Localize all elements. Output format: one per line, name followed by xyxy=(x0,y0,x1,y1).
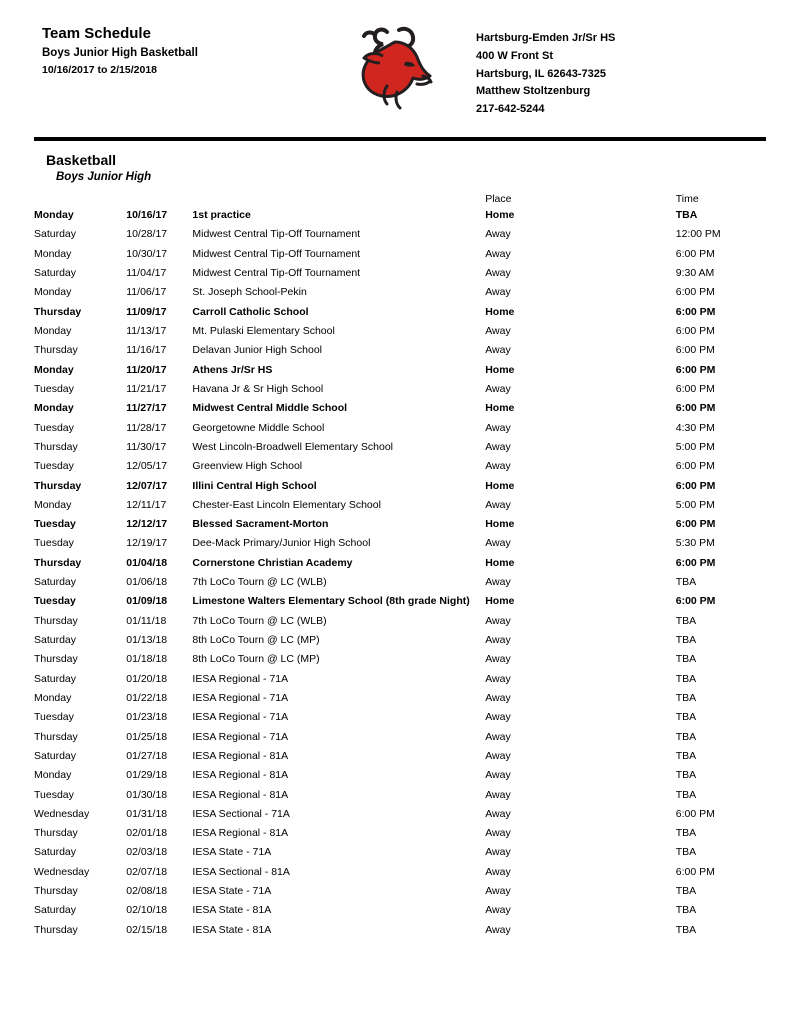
table-row xyxy=(34,573,766,592)
cell-date: 12/19/17 xyxy=(126,537,168,550)
cell-place: Away xyxy=(485,923,511,936)
table-row xyxy=(34,592,766,611)
cell-opponent: IESA Regional - 71A xyxy=(192,672,289,685)
cell-opponent: Illini Central High School xyxy=(192,479,317,492)
cell-time: 6:00 PM xyxy=(675,556,716,569)
cell-day: Saturday xyxy=(34,576,77,589)
cell-day: Tuesday xyxy=(34,788,74,801)
cell-place: Home xyxy=(485,518,515,531)
cell-day: Thursday xyxy=(34,305,82,318)
cell-opponent: IESA Regional - 71A xyxy=(192,730,289,743)
cell-date: 01/09/18 xyxy=(126,595,168,608)
cell-date: 12/07/17 xyxy=(126,479,168,492)
cell-opponent: 8th LoCo Tourn @ LC (MP) xyxy=(192,653,320,666)
cell-date: 11/09/17 xyxy=(126,305,167,318)
cell-time: TBA xyxy=(675,885,697,898)
cell-time: TBA xyxy=(675,769,697,782)
cell-day: Thursday xyxy=(34,885,78,898)
schedule-table-body xyxy=(34,206,766,940)
cell-day: Thursday xyxy=(34,614,78,627)
cell-time: 12:00 PM xyxy=(675,228,721,241)
header-left-block xyxy=(34,24,314,79)
cell-day: Monday xyxy=(34,209,74,222)
cell-opponent: IESA State - 81A xyxy=(192,904,272,917)
cell-time: TBA xyxy=(675,691,697,704)
cell-date: 02/15/18 xyxy=(126,923,168,936)
cell-opponent: Carroll Catholic School xyxy=(192,305,309,318)
cell-day: Thursday xyxy=(34,730,78,743)
cell-time: 6:00 PM xyxy=(675,865,715,878)
cell-day: Tuesday xyxy=(34,518,76,531)
table-row xyxy=(34,361,766,380)
cell-day: Thursday xyxy=(34,440,78,453)
table-row xyxy=(34,785,766,804)
table-row xyxy=(34,824,766,843)
cell-opponent: Athens Jr/Sr HS xyxy=(192,363,273,376)
cell-day: Tuesday xyxy=(34,595,76,608)
cell-time: 6:00 PM xyxy=(675,325,715,338)
cell-opponent: Cornerstone Christian Academy xyxy=(192,556,353,569)
cell-time: TBA xyxy=(675,846,697,859)
table-row xyxy=(34,419,766,438)
cell-place: Away xyxy=(485,730,511,743)
cell-opponent: Delavan Junior High School xyxy=(192,344,322,357)
table-row xyxy=(34,283,766,302)
cell-day: Saturday xyxy=(34,228,77,241)
cell-opponent: Georgetowne Middle School xyxy=(192,421,325,434)
cell-time: 6:00 PM xyxy=(675,344,715,357)
cell-day: Saturday xyxy=(34,267,77,280)
cell-date: 11/16/17 xyxy=(126,344,167,357)
cell-date: 02/03/18 xyxy=(126,846,168,859)
cell-day: Monday xyxy=(34,402,74,415)
cell-place: Away xyxy=(485,711,511,724)
cell-date: 11/20/17 xyxy=(126,363,167,376)
table-row xyxy=(34,341,766,360)
cell-time: 6:00 PM xyxy=(675,363,716,376)
cell-opponent: Blessed Sacrament-Morton xyxy=(192,518,329,531)
table-row xyxy=(34,496,766,515)
cell-place: Away xyxy=(485,672,511,685)
cell-time: TBA xyxy=(675,788,697,801)
cell-day: Wednesday xyxy=(34,807,90,820)
cell-place: Away xyxy=(485,440,511,453)
column-header-place: Place xyxy=(485,193,512,206)
table-row xyxy=(34,921,766,940)
cell-time: TBA xyxy=(675,749,697,762)
cell-time: 6:00 PM xyxy=(675,479,716,492)
cell-opponent: IESA State - 71A xyxy=(192,885,272,898)
cell-time: 5:30 PM xyxy=(675,537,715,550)
cell-opponent: Midwest Central Middle School xyxy=(192,402,348,415)
cell-day: Thursday xyxy=(34,479,82,492)
cell-place: Away xyxy=(485,634,511,647)
cell-time: 9:30 AM xyxy=(675,267,715,280)
cell-time: TBA xyxy=(675,209,698,222)
column-header-time: Time xyxy=(675,193,699,206)
cell-day: Saturday xyxy=(34,672,77,685)
table-row xyxy=(34,901,766,920)
cell-place: Home xyxy=(485,595,515,608)
cell-date: 10/16/17 xyxy=(126,209,168,222)
cell-place: Away xyxy=(485,788,511,801)
cell-day: Thursday xyxy=(34,923,78,936)
cell-opponent: 1st practice xyxy=(192,209,251,222)
cell-day: Tuesday xyxy=(34,711,74,724)
cell-date: 11/28/17 xyxy=(126,421,167,434)
cell-place: Away xyxy=(485,537,511,550)
cell-opponent: IESA Regional - 81A xyxy=(192,788,289,801)
cell-opponent: Chester-East Lincoln Elementary School xyxy=(192,498,381,511)
cell-place: Away xyxy=(485,691,511,704)
cell-date: 01/20/18 xyxy=(126,672,168,685)
cell-opponent: Havana Jr & Sr High School xyxy=(192,382,324,395)
table-row xyxy=(34,689,766,708)
table-row xyxy=(34,708,766,727)
cell-time: 4:30 PM xyxy=(675,421,715,434)
cell-date: 01/30/18 xyxy=(126,788,168,801)
cell-time: TBA xyxy=(675,923,697,936)
cell-day: Monday xyxy=(34,286,72,299)
page-subtitle: Boys Junior High Basketball xyxy=(42,47,198,60)
cell-day: Monday xyxy=(34,363,74,376)
cell-place: Away xyxy=(485,498,511,511)
table-row xyxy=(34,206,766,225)
table-row xyxy=(34,264,766,283)
cell-place: Away xyxy=(485,286,511,299)
cell-time: 5:00 PM xyxy=(675,498,715,511)
cell-time: 6:00 PM xyxy=(675,402,716,415)
cell-place: Away xyxy=(485,885,511,898)
cell-place: Away xyxy=(485,344,511,357)
column-header-opponent xyxy=(192,193,485,206)
cell-place: Away xyxy=(485,325,511,338)
cell-day: Thursday xyxy=(34,556,82,569)
cell-place: Away xyxy=(485,807,511,820)
table-row xyxy=(34,631,766,650)
cell-place: Away xyxy=(485,827,511,840)
cell-place: Home xyxy=(485,209,515,222)
cell-place: Away xyxy=(485,460,511,473)
cell-date: 01/11/18 xyxy=(126,614,167,627)
cell-place: Away xyxy=(485,769,511,782)
cell-opponent: IESA Regional - 81A xyxy=(192,769,289,782)
table-row xyxy=(34,380,766,399)
table-row xyxy=(34,303,766,322)
cell-date: 11/21/17 xyxy=(126,382,167,395)
table-row xyxy=(34,515,766,534)
table-row xyxy=(34,728,766,747)
cell-date: 11/13/17 xyxy=(126,325,167,338)
cell-date: 01/22/18 xyxy=(126,691,168,704)
cell-day: Tuesday xyxy=(34,460,74,473)
cell-time: 6:00 PM xyxy=(675,247,715,260)
cell-time: 6:00 PM xyxy=(675,305,716,318)
cell-date: 01/27/18 xyxy=(126,749,168,762)
cell-place: Away xyxy=(485,653,511,666)
cell-time: TBA xyxy=(675,904,697,917)
cell-place: Away xyxy=(485,614,511,627)
table-row xyxy=(34,438,766,457)
cell-time: TBA xyxy=(675,827,697,840)
cell-time: 6:00 PM xyxy=(675,807,715,820)
table-row xyxy=(34,245,766,264)
school-info-block xyxy=(476,24,766,119)
table-row xyxy=(34,534,766,553)
cell-time: 6:00 PM xyxy=(675,382,715,395)
table-row xyxy=(34,476,766,495)
cell-opponent: 7th LoCo Tourn @ LC (WLB) xyxy=(192,576,327,589)
table-row xyxy=(34,805,766,824)
cell-date: 12/11/17 xyxy=(126,498,167,511)
sport-title: Basketball xyxy=(46,152,117,169)
cell-date: 01/29/18 xyxy=(126,769,168,782)
cell-place: Away xyxy=(485,247,511,260)
cell-time: 6:00 PM xyxy=(675,595,716,608)
table-header-row xyxy=(34,193,766,206)
cell-place: Away xyxy=(485,576,511,589)
school-city-state-zip: Hartsburg, IL 62643-7325 xyxy=(476,67,607,80)
cell-time: TBA xyxy=(675,711,697,724)
cell-opponent: IESA Regional - 71A xyxy=(192,691,289,704)
cell-date: 01/31/18 xyxy=(126,807,168,820)
table-row xyxy=(34,322,766,341)
cell-place: Away xyxy=(485,382,511,395)
table-row xyxy=(34,554,766,573)
table-row xyxy=(34,766,766,785)
table-row xyxy=(34,650,766,669)
cell-opponent: Mt. Pulaski Elementary School xyxy=(192,325,335,338)
cell-opponent: Greenview High School xyxy=(192,460,303,473)
cell-day: Tuesday xyxy=(34,537,74,550)
cell-place: Away xyxy=(485,228,511,241)
cell-time: TBA xyxy=(675,653,697,666)
cell-date: 11/30/17 xyxy=(126,440,167,453)
cell-time: 6:00 PM xyxy=(675,518,716,531)
cell-date: 01/04/18 xyxy=(126,556,168,569)
cell-time: 6:00 PM xyxy=(675,286,715,299)
cell-opponent: 7th LoCo Tourn @ LC (WLB) xyxy=(192,614,327,627)
table-row xyxy=(34,225,766,244)
cell-day: Thursday xyxy=(34,344,78,357)
cell-day: Saturday xyxy=(34,749,77,762)
table-row xyxy=(34,863,766,882)
cell-day: Saturday xyxy=(34,846,77,859)
cell-date: 10/30/17 xyxy=(126,247,168,260)
schedule-date-range: 10/16/2017 to 2/15/2018 xyxy=(42,64,158,77)
cell-place: Away xyxy=(485,846,511,859)
cell-place: Away xyxy=(485,865,511,878)
table-row xyxy=(34,747,766,766)
table-row xyxy=(34,457,766,476)
school-address: 400 W Front St xyxy=(476,49,554,62)
document-header xyxy=(34,18,766,119)
cell-time: TBA xyxy=(675,672,697,685)
cell-time: 5:00 PM xyxy=(675,440,715,453)
table-row xyxy=(34,882,766,901)
cell-place: Home xyxy=(485,402,515,415)
cell-opponent: Midwest Central Tip-Off Tournament xyxy=(192,247,361,260)
cell-opponent: Midwest Central Tip-Off Tournament xyxy=(192,228,361,241)
cell-place: Home xyxy=(485,556,515,569)
school-contact: Matthew Stoltzenburg xyxy=(476,85,591,98)
cell-date: 11/27/17 xyxy=(126,402,167,415)
cell-opponent: Dee-Mack Primary/Junior High School xyxy=(192,537,371,550)
cell-opponent: Midwest Central Tip-Off Tournament xyxy=(192,267,361,280)
cell-date: 01/23/18 xyxy=(126,711,168,724)
cell-day: Wednesday xyxy=(34,865,90,878)
table-row xyxy=(34,670,766,689)
cell-opponent: IESA Sectional - 81A xyxy=(192,865,290,878)
cell-time: 6:00 PM xyxy=(675,460,715,473)
cell-place: Home xyxy=(485,305,515,318)
cell-time: TBA xyxy=(675,614,697,627)
cell-time: TBA xyxy=(675,730,697,743)
column-header-date xyxy=(126,193,192,206)
cell-opponent: IESA State - 81A xyxy=(192,923,272,936)
cell-date: 11/06/17 xyxy=(126,286,167,299)
cell-opponent: IESA Regional - 81A xyxy=(192,749,289,762)
cell-place: Home xyxy=(485,363,515,376)
ram-mascot-icon xyxy=(343,26,447,118)
cell-opponent: IESA Regional - 71A xyxy=(192,711,289,724)
cell-place: Away xyxy=(485,749,511,762)
cell-day: Thursday xyxy=(34,827,78,840)
cell-opponent: IESA Sectional - 71A xyxy=(192,807,290,820)
cell-time: TBA xyxy=(675,634,697,647)
school-logo xyxy=(335,24,455,118)
cell-day: Monday xyxy=(34,247,72,260)
cell-place: Away xyxy=(485,904,511,917)
table-row xyxy=(34,843,766,862)
cell-place: Away xyxy=(485,267,511,280)
cell-opponent: Limestone Walters Elementary School (8th grade Night) xyxy=(192,595,470,608)
cell-opponent: 8th LoCo Tourn @ LC (MP) xyxy=(192,634,320,647)
schedule-table xyxy=(34,193,766,940)
cell-day: Monday xyxy=(34,498,72,511)
cell-date: 10/28/17 xyxy=(126,228,168,241)
cell-date: 12/12/17 xyxy=(126,518,168,531)
cell-date: 02/01/18 xyxy=(126,827,168,840)
cell-date: 01/13/18 xyxy=(126,634,168,647)
cell-date: 02/10/18 xyxy=(126,904,168,917)
cell-place: Away xyxy=(485,421,511,434)
cell-date: 02/08/18 xyxy=(126,885,168,898)
cell-day: Monday xyxy=(34,325,72,338)
cell-day: Tuesday xyxy=(34,421,74,434)
team-title: Boys Junior High xyxy=(56,171,152,184)
page-title: Team Schedule xyxy=(42,25,151,42)
cell-date: 12/05/17 xyxy=(126,460,168,473)
cell-date: 01/06/18 xyxy=(126,576,168,589)
header-divider xyxy=(34,137,766,141)
cell-opponent: IESA State - 71A xyxy=(192,846,272,859)
cell-day: Saturday xyxy=(34,634,77,647)
cell-place: Home xyxy=(485,479,515,492)
table-row xyxy=(34,399,766,418)
cell-date: 11/04/17 xyxy=(126,267,167,280)
cell-opponent: West Lincoln-Broadwell Elementary School xyxy=(192,440,393,453)
table-row xyxy=(34,612,766,631)
cell-opponent: IESA Regional - 81A xyxy=(192,827,289,840)
cell-day: Saturday xyxy=(34,904,77,917)
column-header-day xyxy=(34,193,126,206)
cell-day: Monday xyxy=(34,691,72,704)
cell-date: 01/25/18 xyxy=(126,730,168,743)
cell-opponent: St. Joseph School-Pekin xyxy=(192,286,307,299)
cell-day: Thursday xyxy=(34,653,78,666)
cell-day: Tuesday xyxy=(34,382,74,395)
cell-day: Monday xyxy=(34,769,72,782)
school-name: Hartsburg-Emden Jr/Sr HS xyxy=(476,32,616,44)
cell-date: 01/18/18 xyxy=(126,653,168,666)
school-phone: 217-642-5244 xyxy=(476,103,545,116)
cell-date: 02/07/18 xyxy=(126,865,168,878)
cell-time: TBA xyxy=(675,576,697,589)
